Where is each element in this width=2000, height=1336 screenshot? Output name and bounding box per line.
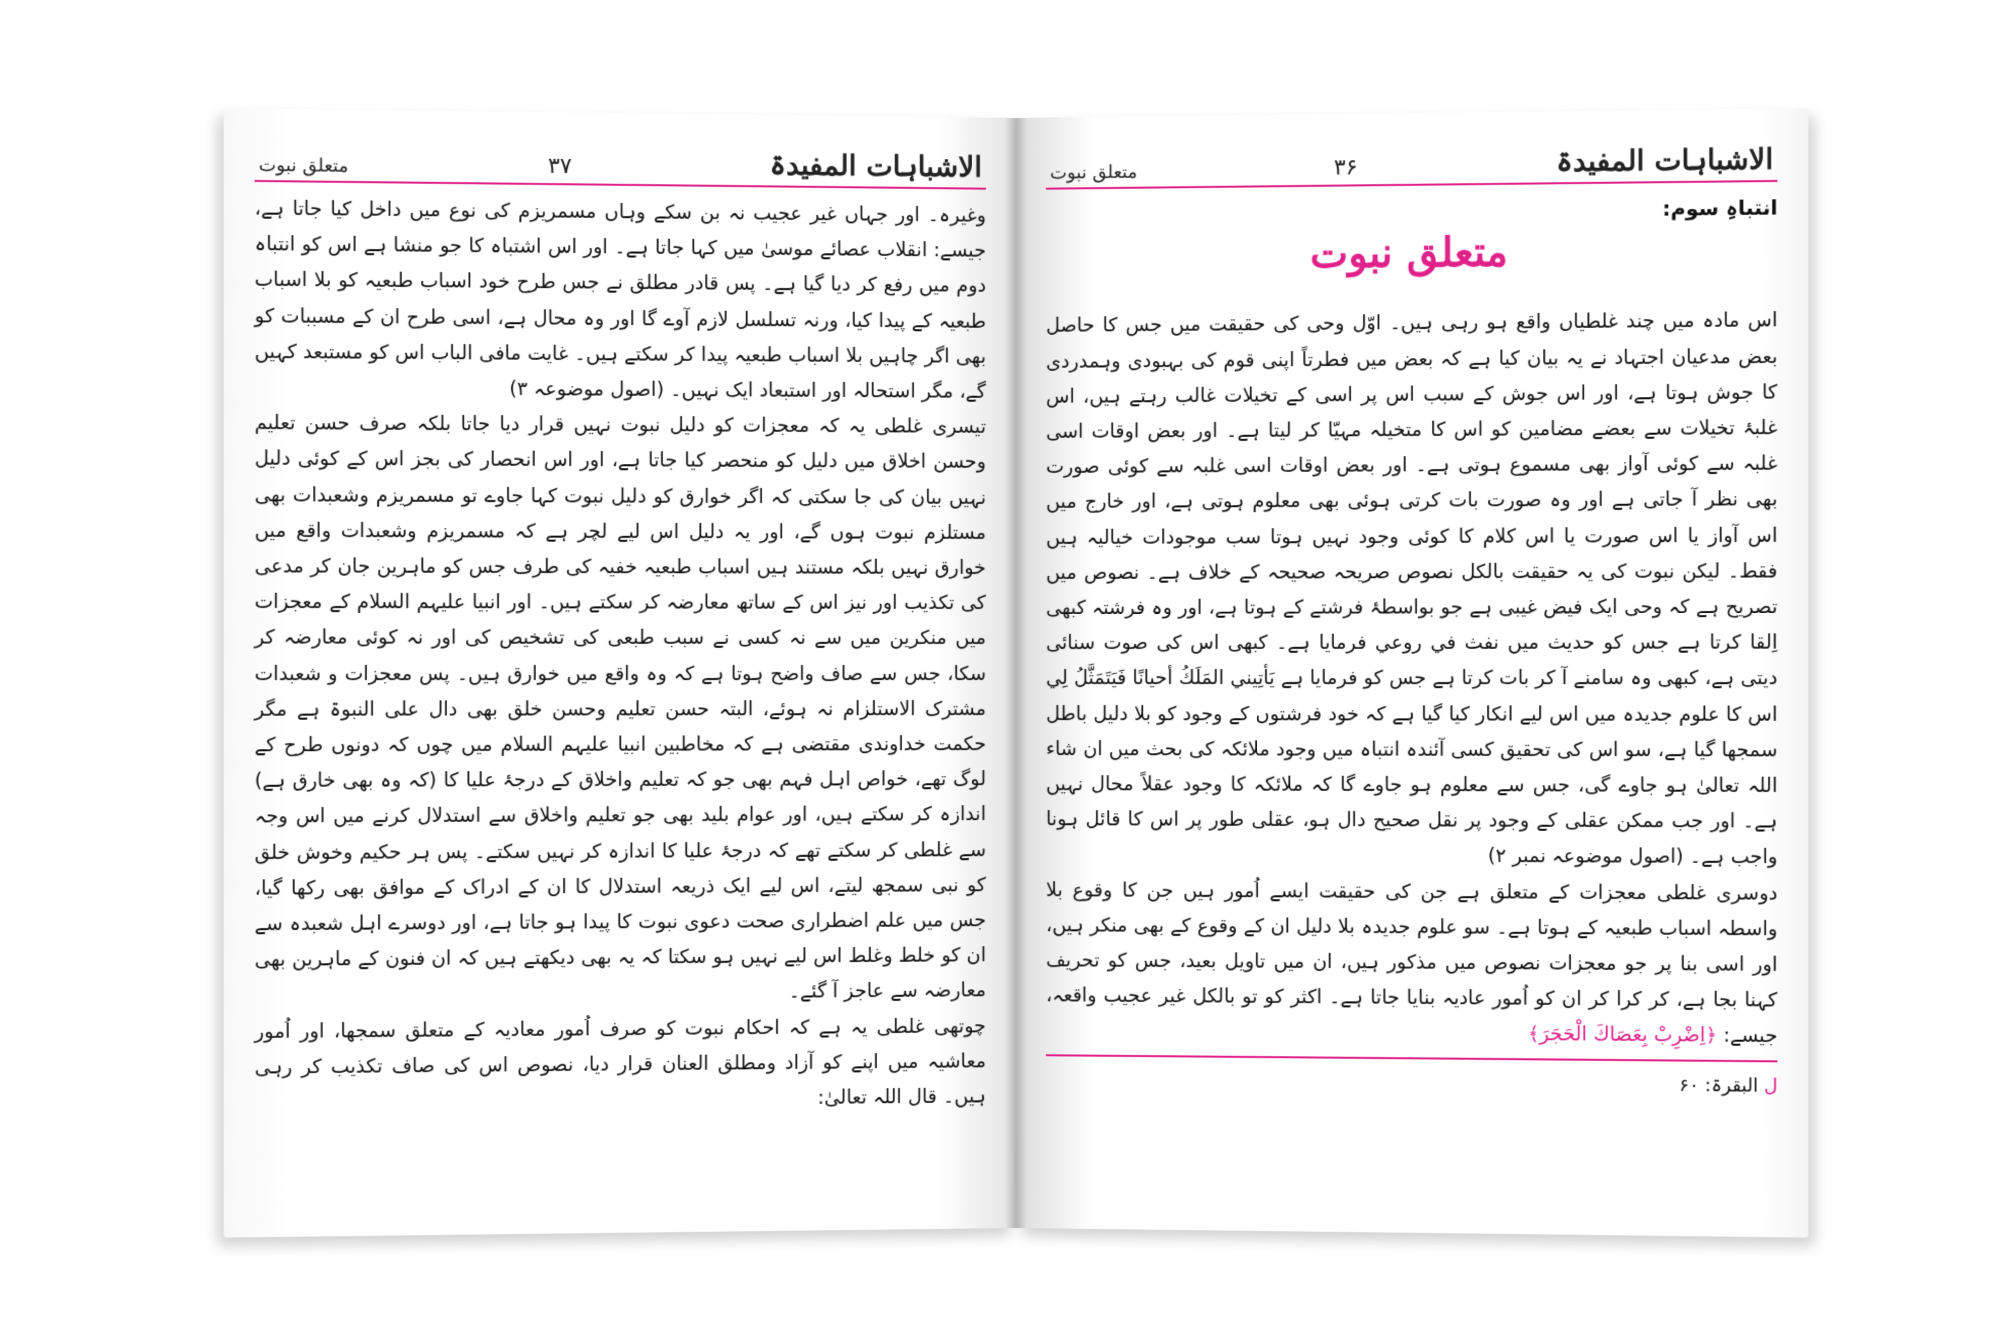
section-label: انتباہِ سوم: bbox=[1662, 195, 1778, 221]
paragraph: تیسری غلطی یہ کہ معجزات کو دلیل نبوت نہیں قرار دیا جاتا بلکہ صرف حسن تعلیم وحسن اخلاق میں دلیل کو منحصر کیا جاتا ہے، اور اس انحصار کی بجز اس کے کوئی دلیل نہیں بیان کی جا سکتی کہ اگر خوارق کو دلیل نبوت کہا جاوے تو مسمریزم وشعبدات بھی مستلزم نبوت ہوں گے، اور یہ دلیل اس لیے لچر ہے کہ مسمریزم وشعبدات واقع میں خوارق نہیں بلکہ مستند ہیں اسباب طبعیہ خفیہ کی طرف جس کو ماہرین جان کر مدعی کی تکذیب اور نیز اس کے ساتھ معارضہ کر سکتے ہیں۔ اور انبیا علیہم السلام کے معجزات میں منکرین میں سے نہ کسی نے سبب طبعی کی تشخیص کی اور نہ کوئی معارضہ کر سکا، جس سے صاف واضح ہوتا ہے کہ وہ واقع میں خوارق ہیں۔ پس معجزات و شعبدات مشترک الاستلزام نہ ہوئے، البتہ حسن تعلیم وحسن خلق بھی دال علی النبوۃ ہے مگر حکمت خداوندی مقتضی ہے کہ مخاطبین انبیا علیہم السلام میں چوں کہ دونوں طرح کے لوگ تھے، خواص اہل فہم بھی جو کہ تعلیم واخلاق کے درجۂ علیا کا (کہ وہ بھی خارق ہے) اندازہ کر سکتے ہیں، اور عوام بلید بھی جو تعلیم واخلاق سے استدلال کرنے میں اس وجہ سے غلطی کر سکتے تھے کہ درجۂ علیا کا اندازہ کر نہیں سکتے۔ پس ہر حکیم وخوش خلق کو نبی سمجھ لیتے، اس لیے ایک ذریعہ استدلال کا ان کے ادراک کے موافق بھی رکھا گیا، جس میں علم اضطراری صحت دعوی نبوت کا پیدا ہو جاتا ہے، اور دوسرے اہل شعبدہ سے ان کو خلط وغلط اس لیے نہیں ہو سکتا کہ یہ بھی دیکھتے ہیں کہ ان فنون کے ماہرین بھی معارضہ سے عاجز آ گئے۔ bbox=[254, 410, 987, 1004]
left-page bbox=[224, 108, 1016, 1237]
page-number: ۳۶ bbox=[1333, 155, 1358, 181]
paragraph-text: دوسری غلطی معجزات کے متعلق ہے جن کی حقیقت ایسے اُمور ہیں جن کا وقوع بلا واسطہ اسباب طبعیہ کے ہوتا ہے۔ سو علوم جدیدہ بلا دلیل ان کے وقوع کے بھی منکر ہیں، اور اسی بنا پر جو معجزات نصوص میں مذکور ہیں، ان میں تاویل بعید، جس کو تحریف کہنا بجا ہے، کر کرا کر ان کو اُمور عادیہ بنایا جاتا ہے۔ اکثر کو تو بالکل غیر عجیب واقعہ، جیسے: bbox=[1045, 877, 1778, 1048]
right-page-header bbox=[1046, 135, 1777, 189]
paragraph bbox=[1046, 872, 1777, 1054]
footnote bbox=[1046, 1056, 1777, 1104]
right-page-body bbox=[1046, 190, 1777, 1104]
book-spine bbox=[1006, 118, 1026, 1228]
book-logo: الاشباہات المفیدۃ bbox=[769, 148, 983, 184]
footnote-marker: ل bbox=[1763, 1075, 1778, 1097]
left-page-header bbox=[255, 135, 986, 189]
running-title: متعلق نبوت bbox=[258, 154, 349, 177]
quran-quote: ﴿اِضْرِبْ بِعَصَاكَ الْحَجَرَ﴾ bbox=[1527, 1022, 1718, 1048]
footnote-text: البقرۃ: ۶۰ bbox=[1679, 1074, 1759, 1097]
running-title: متعلق نبوت bbox=[1049, 161, 1138, 184]
open-book bbox=[236, 118, 1796, 1238]
page-number: ۳۷ bbox=[547, 153, 573, 180]
left-page-body bbox=[255, 190, 986, 1120]
right-page bbox=[1016, 108, 1808, 1237]
paragraph: وغیرہ۔ اور جہاں غیر عجیب نہ بن سکے وہاں مسمریزم کی نوع میں داخل کیا جاتا ہے، جیسے: انقلاب عصائے موسیٰ میں کہا جاتا ہے۔ اور اس اشتباہ کا جو منشا ہے اس کو انتباہ دوم میں رفع کر دیا گیا ہے۔ پس قادر مطلق نے جس طرح خود اسباب طبعیہ کو بلا اسباب طبعیہ کے پیدا کیا، ورنہ تسلسل لازم آوے گا اور وہ محال ہے، اسی طرح ان کے مسببات کو بھی اگر چاہیں بلا اسباب طبعیہ پیدا کر سکتے ہیں۔ غایت مافی الباب اس کو مستبعد کہیں گے، مگر استحالہ اور استبعاد ایک نہیں۔ (اصول موضوعہ ۳) bbox=[254, 196, 987, 403]
paragraph: اس مادہ میں چند غلطیاں واقع ہو رہی ہیں۔ اوّل وحی کی حقیقت میں جس کا حاصل بعض مدعیان اجتہاد نے یہ بیان کیا ہے کہ بعض میں فطرتاً اپنی قوم کی بہبودی وہمدردی کا جوش ہوتا ہے، اور اس جوش کے سبب اس پر اسی کے تخیلات غالب رہتے ہیں، اس غلبۂ تخیلات سے بعضے مضامین کو اس کا متخیلہ مہیّا کر لیتا ہے۔ اور بعض اوقات اسی غلبہ سے کوئی آواز بھی مسموع ہوتی ہے۔ اور بعض اوقات اسی غلبہ سے کوئی صورت بھی نظر آ جاتی ہے اور وہ صورت بات کرتی ہوئی بھی معلوم ہوتی ہے، اور خارج میں اس آواز یا اس صورت یا اس کلام کا کوئی وجود نہیں ہوتا سب موجودات خیالیہ ہیں فقط۔ لیکن نبوت کی یہ حقیقت بالکل نصوص صریحہ صحیحہ کے خلاف ہے۔ نصوص میں تصریح ہے کہ وحی ایک فیض غیبی ہے جو بواسطۂ فرشتے کے ہوتا ہے، اور وہ فرشتہ کبھی اِلقا کرتا ہے جس کو حدیث میں نفث في روعي فرمایا ہے۔ کبھی اس کی صوت سنائی دیتی ہے، کبھی وہ سامنے آ کر بات کرتا ہے جس کو فرمایا ہے يَأتِيني المَلَكُ أحيانًا فَيَتَمَثَّلُ لِي اس کا علوم جدیدہ میں اس لیے انکار کیا گیا ہے کہ خود فرشتوں کے وجود کو بلا دلیل باطل سمجھا گیا ہے، سو اس کی تحقیق کسی آئندہ انتباہ میں وجود ملائکہ کی بحث میں ان شاء اللہ تعالیٰ ہو جاوے گی، جس سے معلوم ہو جاوے گا کہ ملائکہ کا وجود عقلاً محال نہیں ہے۔ اور جب ممکن عقلی کے وجود پر نقل صحیح دال ہو، عقلی طور پر اس کا قائل ہونا واجب ہے۔ (اصول موضوعہ نمبر ۲) bbox=[1045, 308, 1778, 869]
book-logo: الاشباہات المفیدۃ bbox=[1556, 142, 1774, 179]
chapter-title: متعلق نبوت bbox=[1310, 228, 1508, 278]
paragraph: چوتھی غلطی یہ ہے کہ احکام نبوت کو صرف اُمور معادیہ کے متعلق سمجھا، اور اُمور معاشیہ میں اپنے کو آزاد ومطلق العنان قرار دیا، نصوص اس کی صاف تکذیب کر رہی ہیں۔ قال اللہ تعالیٰ: bbox=[254, 1013, 987, 1109]
